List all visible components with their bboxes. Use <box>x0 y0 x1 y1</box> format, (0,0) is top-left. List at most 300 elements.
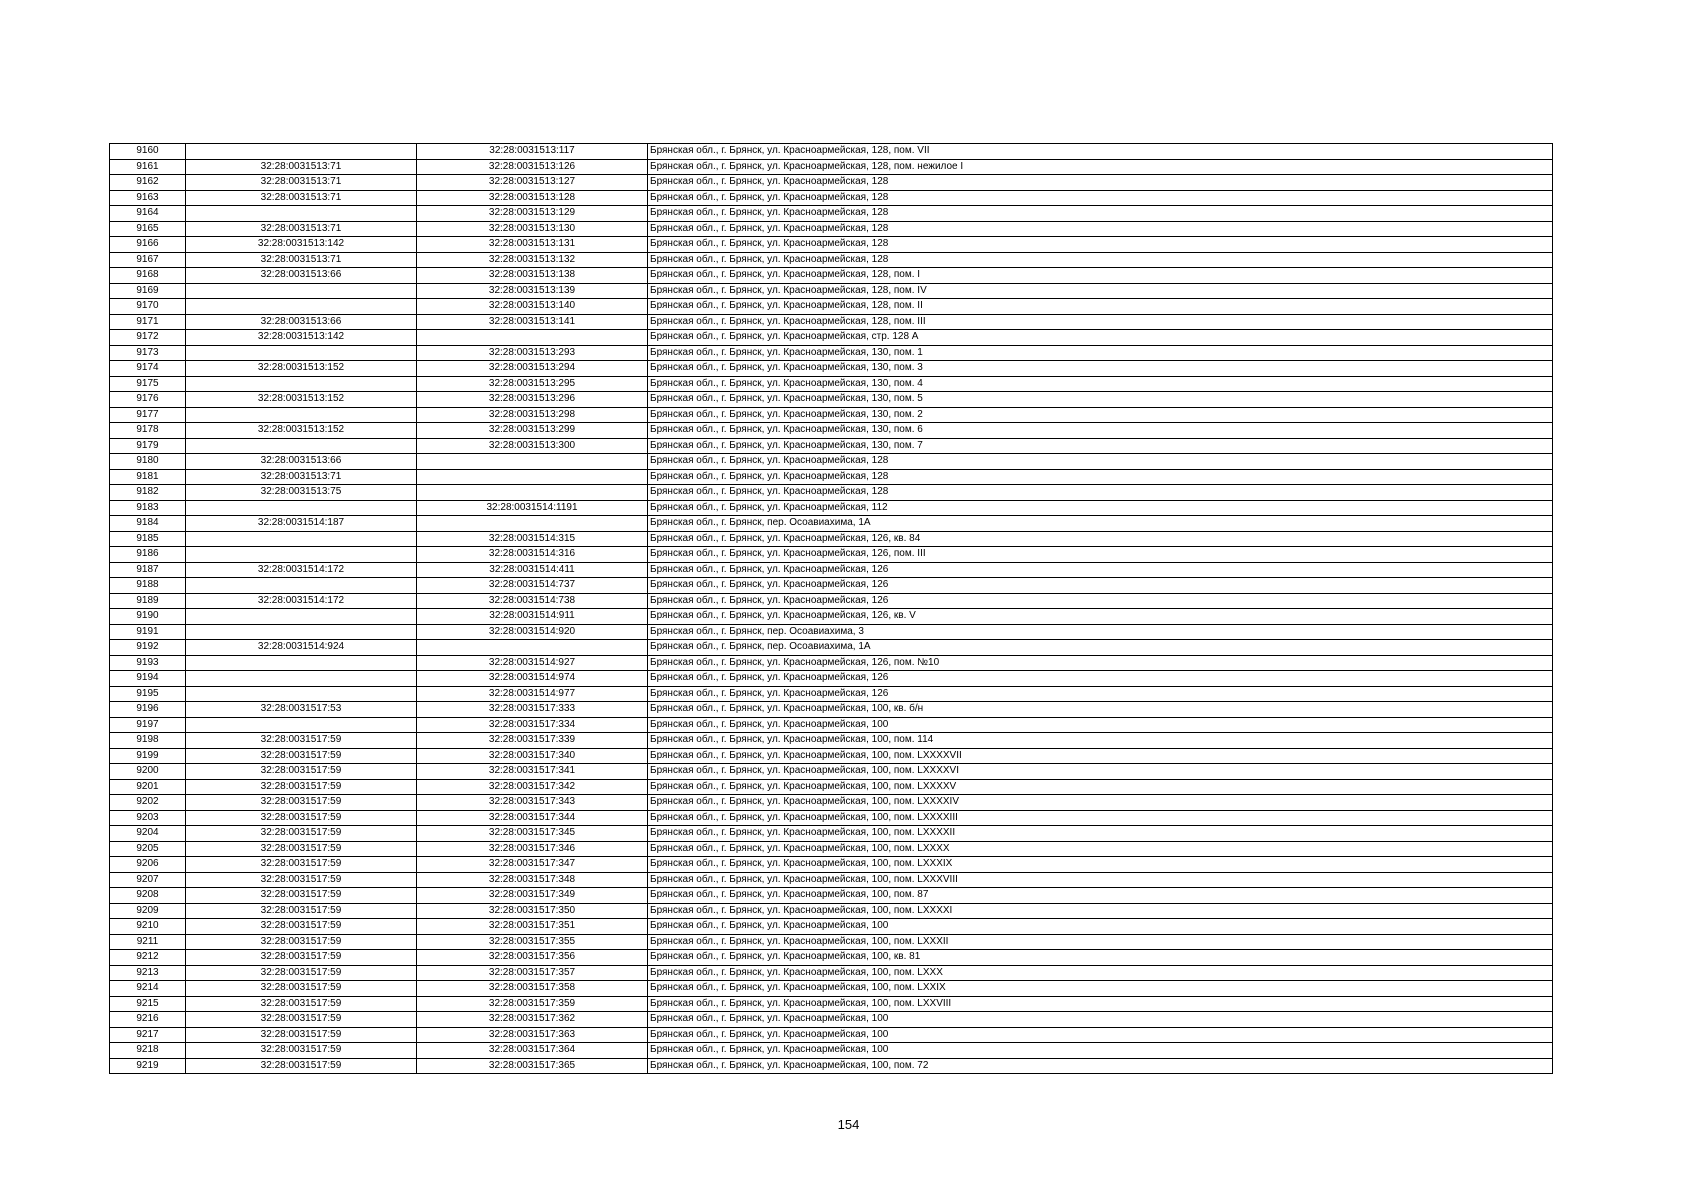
address-cell: Брянская обл., г. Брянск, ул. Красноармейская, 100 <box>648 1043 1553 1059</box>
row-number-cell: 9218 <box>110 1043 186 1059</box>
parent-cadastral-number-cell: 32:28:0031513:71 <box>186 221 417 237</box>
table-row <box>110 965 1553 981</box>
table-row <box>110 190 1553 206</box>
parent-cadastral-number-cell: 32:28:0031513:66 <box>186 314 417 330</box>
table-row <box>110 407 1553 423</box>
row-number-cell: 9208 <box>110 888 186 904</box>
parent-cadastral-number-cell: 32:28:0031517:59 <box>186 919 417 935</box>
row-number-cell: 9163 <box>110 190 186 206</box>
row-number-cell: 9188 <box>110 578 186 594</box>
cadastral-number-cell <box>417 640 648 656</box>
cadastral-number-cell: 32:28:0031513:141 <box>417 314 648 330</box>
table-row <box>110 671 1553 687</box>
parent-cadastral-number-cell: 32:28:0031517:59 <box>186 826 417 842</box>
table-row <box>110 578 1553 594</box>
table-row <box>110 795 1553 811</box>
table-row <box>110 733 1553 749</box>
parent-cadastral-number-cell <box>186 531 417 547</box>
registry-table <box>109 143 1553 1074</box>
address-cell: Брянская обл., г. Брянск, ул. Красноармейская, 100 <box>648 1027 1553 1043</box>
parent-cadastral-number-cell: 32:28:0031517:59 <box>186 779 417 795</box>
cadastral-number-cell: 32:28:0031513:298 <box>417 407 648 423</box>
row-number-cell: 9199 <box>110 748 186 764</box>
cadastral-number-cell: 32:28:0031517:365 <box>417 1058 648 1074</box>
address-cell: Брянская обл., г. Брянск, ул. Красноармейская, 128 <box>648 237 1553 253</box>
parent-cadastral-number-cell <box>186 206 417 222</box>
row-number-cell: 9170 <box>110 299 186 315</box>
parent-cadastral-number-cell: 32:28:0031517:59 <box>186 857 417 873</box>
address-cell: Брянская обл., г. Брянск, ул. Красноармейская, 100, пом. LXXXVIII <box>648 872 1553 888</box>
cadastral-number-cell <box>417 469 648 485</box>
parent-cadastral-number-cell: 32:28:0031517:59 <box>186 733 417 749</box>
cadastral-number-cell: 32:28:0031513:130 <box>417 221 648 237</box>
address-cell: Брянская обл., г. Брянск, ул. Красноармейская, 126 <box>648 578 1553 594</box>
cadastral-number-cell: 32:28:0031517:339 <box>417 733 648 749</box>
parent-cadastral-number-cell: 32:28:0031513:71 <box>186 190 417 206</box>
parent-cadastral-number-cell: 32:28:0031517:59 <box>186 950 417 966</box>
row-number-cell: 9216 <box>110 1012 186 1028</box>
table-row <box>110 547 1553 563</box>
row-number-cell: 9195 <box>110 686 186 702</box>
parent-cadastral-number-cell: 32:28:0031517:59 <box>186 810 417 826</box>
cadastral-number-cell: 32:28:0031517:347 <box>417 857 648 873</box>
cadastral-number-cell: 32:28:0031514:974 <box>417 671 648 687</box>
address-cell: Брянская обл., г. Брянск, ул. Красноармейская, 100, кв. б/н <box>648 702 1553 718</box>
parent-cadastral-number-cell: 32:28:0031514:172 <box>186 593 417 609</box>
row-number-cell: 9191 <box>110 624 186 640</box>
cadastral-number-cell <box>417 330 648 346</box>
table-row <box>110 438 1553 454</box>
parent-cadastral-number-cell <box>186 547 417 563</box>
cadastral-number-cell: 32:28:0031513:127 <box>417 175 648 191</box>
address-cell: Брянская обл., г. Брянск, ул. Красноармейская, 130, пом. 6 <box>648 423 1553 439</box>
cadastral-number-cell: 32:28:0031517:340 <box>417 748 648 764</box>
address-cell: Брянская обл., г. Брянск, ул. Красноармейская, 126, кв. 84 <box>648 531 1553 547</box>
row-number-cell: 9211 <box>110 934 186 950</box>
table-row <box>110 624 1553 640</box>
cadastral-number-cell: 32:28:0031514:1191 <box>417 500 648 516</box>
address-cell: Брянская обл., г. Брянск, ул. Красноармейская, 128, пом. VII <box>648 144 1553 160</box>
cadastral-number-cell: 32:28:0031514:911 <box>417 609 648 625</box>
cadastral-number-cell: 32:28:0031517:342 <box>417 779 648 795</box>
address-cell: Брянская обл., г. Брянск, ул. Красноармейская, 128, пом. I <box>648 268 1553 284</box>
table-row <box>110 469 1553 485</box>
address-cell: Брянская обл., г. Брянск, ул. Красноармейская, 100, пом. 72 <box>648 1058 1553 1074</box>
table-row <box>110 361 1553 377</box>
cadastral-number-cell: 32:28:0031513:293 <box>417 345 648 361</box>
cadastral-number-cell: 32:28:0031514:315 <box>417 531 648 547</box>
row-number-cell: 9168 <box>110 268 186 284</box>
address-cell: Брянская обл., г. Брянск, ул. Красноармейская, 126 <box>648 593 1553 609</box>
cadastral-number-cell: 32:28:0031517:334 <box>417 717 648 733</box>
address-cell: Брянская обл., г. Брянск, ул. Красноармейская, 126 <box>648 562 1553 578</box>
address-cell: Брянская обл., г. Брянск, ул. Красноармейская, 100 <box>648 919 1553 935</box>
row-number-cell: 9178 <box>110 423 186 439</box>
parent-cadastral-number-cell: 32:28:0031517:53 <box>186 702 417 718</box>
cadastral-number-cell: 32:28:0031514:316 <box>417 547 648 563</box>
address-cell: Брянская обл., г. Брянск, ул. Красноармейская, 128, пом. нежилое I <box>648 159 1553 175</box>
parent-cadastral-number-cell: 32:28:0031513:71 <box>186 252 417 268</box>
parent-cadastral-number-cell <box>186 283 417 299</box>
address-cell: Брянская обл., г. Брянск, пер. Осоавиахима, 1А <box>648 516 1553 532</box>
cadastral-number-cell: 32:28:0031517:351 <box>417 919 648 935</box>
address-cell: Брянская обл., г. Брянск, ул. Красноармейская, 100, пом. LXXVIII <box>648 996 1553 1012</box>
table-row <box>110 1058 1553 1074</box>
address-cell: Брянская обл., г. Брянск, ул. Красноармейская, 126, пом. III <box>648 547 1553 563</box>
table-row <box>110 392 1553 408</box>
parent-cadastral-number-cell: 32:28:0031513:71 <box>186 159 417 175</box>
cadastral-number-cell: 32:28:0031513:117 <box>417 144 648 160</box>
table-row <box>110 1012 1553 1028</box>
cadastral-number-cell: 32:28:0031513:131 <box>417 237 648 253</box>
parent-cadastral-number-cell: 32:28:0031513:71 <box>186 175 417 191</box>
address-cell: Брянская обл., г. Брянск, ул. Красноармейская, 100, кв. 81 <box>648 950 1553 966</box>
address-cell: Брянская обл., г. Брянск, ул. Красноармейская, 130, пом. 2 <box>648 407 1553 423</box>
cadastral-number-cell: 32:28:0031517:341 <box>417 764 648 780</box>
row-number-cell: 9187 <box>110 562 186 578</box>
table-row <box>110 159 1553 175</box>
row-number-cell: 9176 <box>110 392 186 408</box>
cadastral-number-cell <box>417 485 648 501</box>
row-number-cell: 9177 <box>110 407 186 423</box>
address-cell: Брянская обл., г. Брянск, ул. Красноармейская, 100, пом. LXXXIX <box>648 857 1553 873</box>
cadastral-number-cell: 32:28:0031513:126 <box>417 159 648 175</box>
parent-cadastral-number-cell: 32:28:0031517:59 <box>186 888 417 904</box>
parent-cadastral-number-cell <box>186 345 417 361</box>
parent-cadastral-number-cell: 32:28:0031517:59 <box>186 1058 417 1074</box>
parent-cadastral-number-cell <box>186 624 417 640</box>
table-row <box>110 764 1553 780</box>
table-row <box>110 1043 1553 1059</box>
cadastral-number-cell: 32:28:0031517:358 <box>417 981 648 997</box>
table-row <box>110 485 1553 501</box>
address-cell: Брянская обл., г. Брянск, ул. Красноармейская, 100, пом. LXXXXII <box>648 826 1553 842</box>
table-row <box>110 748 1553 764</box>
cadastral-number-cell: 32:28:0031513:296 <box>417 392 648 408</box>
table-row <box>110 330 1553 346</box>
parent-cadastral-number-cell: 32:28:0031513:66 <box>186 454 417 470</box>
row-number-cell: 9171 <box>110 314 186 330</box>
table-row <box>110 640 1553 656</box>
cadastral-number-cell: 32:28:0031514:927 <box>417 655 648 671</box>
cadastral-number-cell: 32:28:0031517:350 <box>417 903 648 919</box>
table-row <box>110 810 1553 826</box>
parent-cadastral-number-cell: 32:28:0031513:71 <box>186 469 417 485</box>
cadastral-number-cell: 32:28:0031514:920 <box>417 624 648 640</box>
parent-cadastral-number-cell <box>186 144 417 160</box>
table-row <box>110 779 1553 795</box>
parent-cadastral-number-cell <box>186 686 417 702</box>
cadastral-number-cell: 32:28:0031514:411 <box>417 562 648 578</box>
row-number-cell: 9186 <box>110 547 186 563</box>
table-row <box>110 562 1553 578</box>
parent-cadastral-number-cell: 32:28:0031517:59 <box>186 748 417 764</box>
parent-cadastral-number-cell: 32:28:0031517:59 <box>186 934 417 950</box>
row-number-cell: 9192 <box>110 640 186 656</box>
address-cell: Брянская обл., г. Брянск, ул. Красноармейская, 128 <box>648 175 1553 191</box>
row-number-cell: 9175 <box>110 376 186 392</box>
table-row <box>110 872 1553 888</box>
address-cell: Брянская обл., г. Брянск, ул. Красноармейская, 126, пом. №10 <box>648 655 1553 671</box>
row-number-cell: 9207 <box>110 872 186 888</box>
row-number-cell: 9179 <box>110 438 186 454</box>
address-cell: Брянская обл., г. Брянск, ул. Красноармейская, 130, пом. 4 <box>648 376 1553 392</box>
address-cell: Брянская обл., г. Брянск, ул. Красноармейская, 100, пом. 87 <box>648 888 1553 904</box>
parent-cadastral-number-cell <box>186 609 417 625</box>
table-row <box>110 268 1553 284</box>
parent-cadastral-number-cell: 32:28:0031517:59 <box>186 1012 417 1028</box>
parent-cadastral-number-cell: 32:28:0031513:152 <box>186 361 417 377</box>
address-cell: Брянская обл., г. Брянск, ул. Красноармейская, 100, пом. LXXXXIII <box>648 810 1553 826</box>
row-number-cell: 9206 <box>110 857 186 873</box>
row-number-cell: 9215 <box>110 996 186 1012</box>
table-row <box>110 206 1553 222</box>
address-cell: Брянская обл., г. Брянск, ул. Красноармейская, 128, пом. IV <box>648 283 1553 299</box>
row-number-cell: 9184 <box>110 516 186 532</box>
cadastral-number-cell: 32:28:0031517:333 <box>417 702 648 718</box>
address-cell: Брянская обл., г. Брянск, ул. Красноармейская, 128 <box>648 190 1553 206</box>
address-cell: Брянская обл., г. Брянск, ул. Красноармейская, 130, пом. 5 <box>648 392 1553 408</box>
table-row <box>110 175 1553 191</box>
table-row <box>110 299 1553 315</box>
address-cell: Брянская обл., г. Брянск, ул. Красноармейская, 130, пом. 1 <box>648 345 1553 361</box>
row-number-cell: 9197 <box>110 717 186 733</box>
cadastral-number-cell: 32:28:0031517:357 <box>417 965 648 981</box>
table-row <box>110 717 1553 733</box>
address-cell: Брянская обл., г. Брянск, пер. Осоавиахима, 3 <box>648 624 1553 640</box>
table-row <box>110 702 1553 718</box>
address-cell: Брянская обл., г. Брянск, ул. Красноармейская, 100 <box>648 717 1553 733</box>
address-cell: Брянская обл., г. Брянск, ул. Красноармейская, 100, пом. LXXXXI <box>648 903 1553 919</box>
address-cell: Брянская обл., г. Брянск, ул. Красноармейская, 100, пом. LXXXXIV <box>648 795 1553 811</box>
cadastral-number-cell: 32:28:0031517:356 <box>417 950 648 966</box>
parent-cadastral-number-cell: 32:28:0031513:142 <box>186 237 417 253</box>
parent-cadastral-number-cell: 32:28:0031514:187 <box>186 516 417 532</box>
parent-cadastral-number-cell <box>186 376 417 392</box>
table-row <box>110 500 1553 516</box>
row-number-cell: 9183 <box>110 500 186 516</box>
row-number-cell: 9219 <box>110 1058 186 1074</box>
parent-cadastral-number-cell: 32:28:0031517:59 <box>186 1043 417 1059</box>
row-number-cell: 9201 <box>110 779 186 795</box>
cadastral-number-cell: 32:28:0031517:346 <box>417 841 648 857</box>
parent-cadastral-number-cell: 32:28:0031517:59 <box>186 996 417 1012</box>
table-row <box>110 516 1553 532</box>
row-number-cell: 9162 <box>110 175 186 191</box>
parent-cadastral-number-cell <box>186 299 417 315</box>
row-number-cell: 9214 <box>110 981 186 997</box>
cadastral-number-cell: 32:28:0031517:359 <box>417 996 648 1012</box>
table-row <box>110 423 1553 439</box>
parent-cadastral-number-cell: 32:28:0031517:59 <box>186 764 417 780</box>
table-row <box>110 609 1553 625</box>
cadastral-number-cell: 32:28:0031517:344 <box>417 810 648 826</box>
table-row <box>110 934 1553 950</box>
parent-cadastral-number-cell <box>186 671 417 687</box>
cadastral-number-cell: 32:28:0031514:737 <box>417 578 648 594</box>
parent-cadastral-number-cell <box>186 407 417 423</box>
row-number-cell: 9213 <box>110 965 186 981</box>
address-cell: Брянская обл., г. Брянск, ул. Красноармейская, 128 <box>648 454 1553 470</box>
address-cell: Брянская обл., г. Брянск, ул. Красноармейская, 100, пом. LXXIX <box>648 981 1553 997</box>
table-row <box>110 981 1553 997</box>
cadastral-number-cell: 32:28:0031513:139 <box>417 283 648 299</box>
address-cell: Брянская обл., г. Брянск, пер. Осоавиахима, 1А <box>648 640 1553 656</box>
row-number-cell: 9190 <box>110 609 186 625</box>
table-row <box>110 950 1553 966</box>
address-cell: Брянская обл., г. Брянск, ул. Красноармейская, 100, пом. 114 <box>648 733 1553 749</box>
cadastral-number-cell: 32:28:0031514:977 <box>417 686 648 702</box>
row-number-cell: 9173 <box>110 345 186 361</box>
cadastral-number-cell: 32:28:0031513:140 <box>417 299 648 315</box>
page-number: 154 <box>837 1117 860 1132</box>
row-number-cell: 9198 <box>110 733 186 749</box>
table-row <box>110 919 1553 935</box>
row-number-cell: 9217 <box>110 1027 186 1043</box>
row-number-cell: 9161 <box>110 159 186 175</box>
row-number-cell: 9194 <box>110 671 186 687</box>
parent-cadastral-number-cell: 32:28:0031517:59 <box>186 841 417 857</box>
parent-cadastral-number-cell <box>186 578 417 594</box>
address-cell: Брянская обл., г. Брянск, ул. Красноармейская, 130, пом. 7 <box>648 438 1553 454</box>
row-number-cell: 9160 <box>110 144 186 160</box>
row-number-cell: 9180 <box>110 454 186 470</box>
address-cell: Брянская обл., г. Брянск, ул. Красноармейская, 100 <box>648 1012 1553 1028</box>
row-number-cell: 9210 <box>110 919 186 935</box>
parent-cadastral-number-cell <box>186 717 417 733</box>
row-number-cell: 9202 <box>110 795 186 811</box>
row-number-cell: 9165 <box>110 221 186 237</box>
row-number-cell: 9204 <box>110 826 186 842</box>
address-cell: Брянская обл., г. Брянск, ул. Красноармейская, 128, пом. II <box>648 299 1553 315</box>
address-cell: Брянская обл., г. Брянск, ул. Красноармейская, 100, пом. LXXXXVI <box>648 764 1553 780</box>
address-cell: Брянская обл., г. Брянск, ул. Красноармейская, 100, пом. LXXXX <box>648 841 1553 857</box>
cadastral-number-cell: 32:28:0031513:132 <box>417 252 648 268</box>
address-cell: Брянская обл., г. Брянск, ул. Красноармейская, 126, кв. V <box>648 609 1553 625</box>
cadastral-number-cell <box>417 516 648 532</box>
address-cell: Брянская обл., г. Брянск, ул. Красноармейская, 126 <box>648 671 1553 687</box>
row-number-cell: 9189 <box>110 593 186 609</box>
cadastral-number-cell: 32:28:0031517:364 <box>417 1043 648 1059</box>
cadastral-number-cell: 32:28:0031513:129 <box>417 206 648 222</box>
address-cell: Брянская обл., г. Брянск, ул. Красноармейская, 100, пом. LXXXXV <box>648 779 1553 795</box>
parent-cadastral-number-cell: 32:28:0031513:152 <box>186 423 417 439</box>
row-number-cell: 9181 <box>110 469 186 485</box>
row-number-cell: 9193 <box>110 655 186 671</box>
parent-cadastral-number-cell: 32:28:0031513:75 <box>186 485 417 501</box>
table-row <box>110 1027 1553 1043</box>
row-number-cell: 9209 <box>110 903 186 919</box>
row-number-cell: 9172 <box>110 330 186 346</box>
cadastral-number-cell <box>417 454 648 470</box>
table-row <box>110 841 1553 857</box>
cadastral-number-cell: 32:28:0031517:362 <box>417 1012 648 1028</box>
table-row <box>110 826 1553 842</box>
address-cell: Брянская обл., г. Брянск, ул. Красноармейская, 128, пом. III <box>648 314 1553 330</box>
cadastral-number-cell: 32:28:0031517:349 <box>417 888 648 904</box>
address-cell: Брянская обл., г. Брянск, ул. Красноармейская, 126 <box>648 686 1553 702</box>
address-cell: Брянская обл., г. Брянск, ул. Красноармейская, стр. 128 А <box>648 330 1553 346</box>
parent-cadastral-number-cell <box>186 438 417 454</box>
table-row <box>110 283 1553 299</box>
parent-cadastral-number-cell: 32:28:0031514:172 <box>186 562 417 578</box>
row-number-cell: 9167 <box>110 252 186 268</box>
parent-cadastral-number-cell <box>186 655 417 671</box>
table-row <box>110 903 1553 919</box>
address-cell: Брянская обл., г. Брянск, ул. Красноармейская, 128 <box>648 206 1553 222</box>
cadastral-number-cell: 32:28:0031513:294 <box>417 361 648 377</box>
address-cell: Брянская обл., г. Брянск, ул. Красноармейская, 100, пом. LXXXII <box>648 934 1553 950</box>
table-row <box>110 857 1553 873</box>
table-row <box>110 144 1553 160</box>
cadastral-number-cell: 32:28:0031517:355 <box>417 934 648 950</box>
parent-cadastral-number-cell: 32:28:0031517:59 <box>186 965 417 981</box>
table-row <box>110 237 1553 253</box>
row-number-cell: 9185 <box>110 531 186 547</box>
table-row <box>110 376 1553 392</box>
parent-cadastral-number-cell: 32:28:0031517:59 <box>186 872 417 888</box>
parent-cadastral-number-cell: 32:28:0031517:59 <box>186 981 417 997</box>
address-cell: Брянская обл., г. Брянск, ул. Красноармейская, 128 <box>648 485 1553 501</box>
address-cell: Брянская обл., г. Брянск, ул. Красноармейская, 112 <box>648 500 1553 516</box>
parent-cadastral-number-cell: 32:28:0031513:66 <box>186 268 417 284</box>
row-number-cell: 9169 <box>110 283 186 299</box>
cadastral-number-cell: 32:28:0031514:738 <box>417 593 648 609</box>
cadastral-number-cell: 32:28:0031517:348 <box>417 872 648 888</box>
parent-cadastral-number-cell <box>186 500 417 516</box>
registry-table-body <box>110 144 1553 1074</box>
parent-cadastral-number-cell: 32:28:0031517:59 <box>186 903 417 919</box>
parent-cadastral-number-cell: 32:28:0031513:142 <box>186 330 417 346</box>
row-number-cell: 9196 <box>110 702 186 718</box>
address-cell: Брянская обл., г. Брянск, ул. Красноармейская, 128 <box>648 221 1553 237</box>
parent-cadastral-number-cell: 32:28:0031517:59 <box>186 1027 417 1043</box>
row-number-cell: 9205 <box>110 841 186 857</box>
cadastral-number-cell: 32:28:0031517:345 <box>417 826 648 842</box>
row-number-cell: 9174 <box>110 361 186 377</box>
table-row <box>110 888 1553 904</box>
cadastral-number-cell: 32:28:0031513:295 <box>417 376 648 392</box>
cadastral-number-cell: 32:28:0031513:300 <box>417 438 648 454</box>
row-number-cell: 9164 <box>110 206 186 222</box>
cadastral-number-cell: 32:28:0031513:138 <box>417 268 648 284</box>
address-cell: Брянская обл., г. Брянск, ул. Красноармейская, 128 <box>648 252 1553 268</box>
row-number-cell: 9203 <box>110 810 186 826</box>
row-number-cell: 9182 <box>110 485 186 501</box>
address-cell: Брянская обл., г. Брянск, ул. Красноармейская, 100, пом. LXXXXVII <box>648 748 1553 764</box>
table-row <box>110 531 1553 547</box>
table-row <box>110 221 1553 237</box>
cadastral-number-cell: 32:28:0031517:363 <box>417 1027 648 1043</box>
parent-cadastral-number-cell: 32:28:0031514:924 <box>186 640 417 656</box>
address-cell: Брянская обл., г. Брянск, ул. Красноармейская, 128 <box>648 469 1553 485</box>
cadastral-number-cell: 32:28:0031513:128 <box>417 190 648 206</box>
table-row <box>110 252 1553 268</box>
parent-cadastral-number-cell: 32:28:0031513:152 <box>186 392 417 408</box>
row-number-cell: 9166 <box>110 237 186 253</box>
address-cell: Брянская обл., г. Брянск, ул. Красноармейская, 130, пом. 3 <box>648 361 1553 377</box>
table-row <box>110 996 1553 1012</box>
address-cell: Брянская обл., г. Брянск, ул. Красноармейская, 100, пом. LXXX <box>648 965 1553 981</box>
row-number-cell: 9212 <box>110 950 186 966</box>
table-row <box>110 314 1553 330</box>
row-number-cell: 9200 <box>110 764 186 780</box>
cadastral-number-cell: 32:28:0031513:299 <box>417 423 648 439</box>
cadastral-number-cell: 32:28:0031517:343 <box>417 795 648 811</box>
table-row <box>110 593 1553 609</box>
table-row <box>110 686 1553 702</box>
parent-cadastral-number-cell: 32:28:0031517:59 <box>186 795 417 811</box>
